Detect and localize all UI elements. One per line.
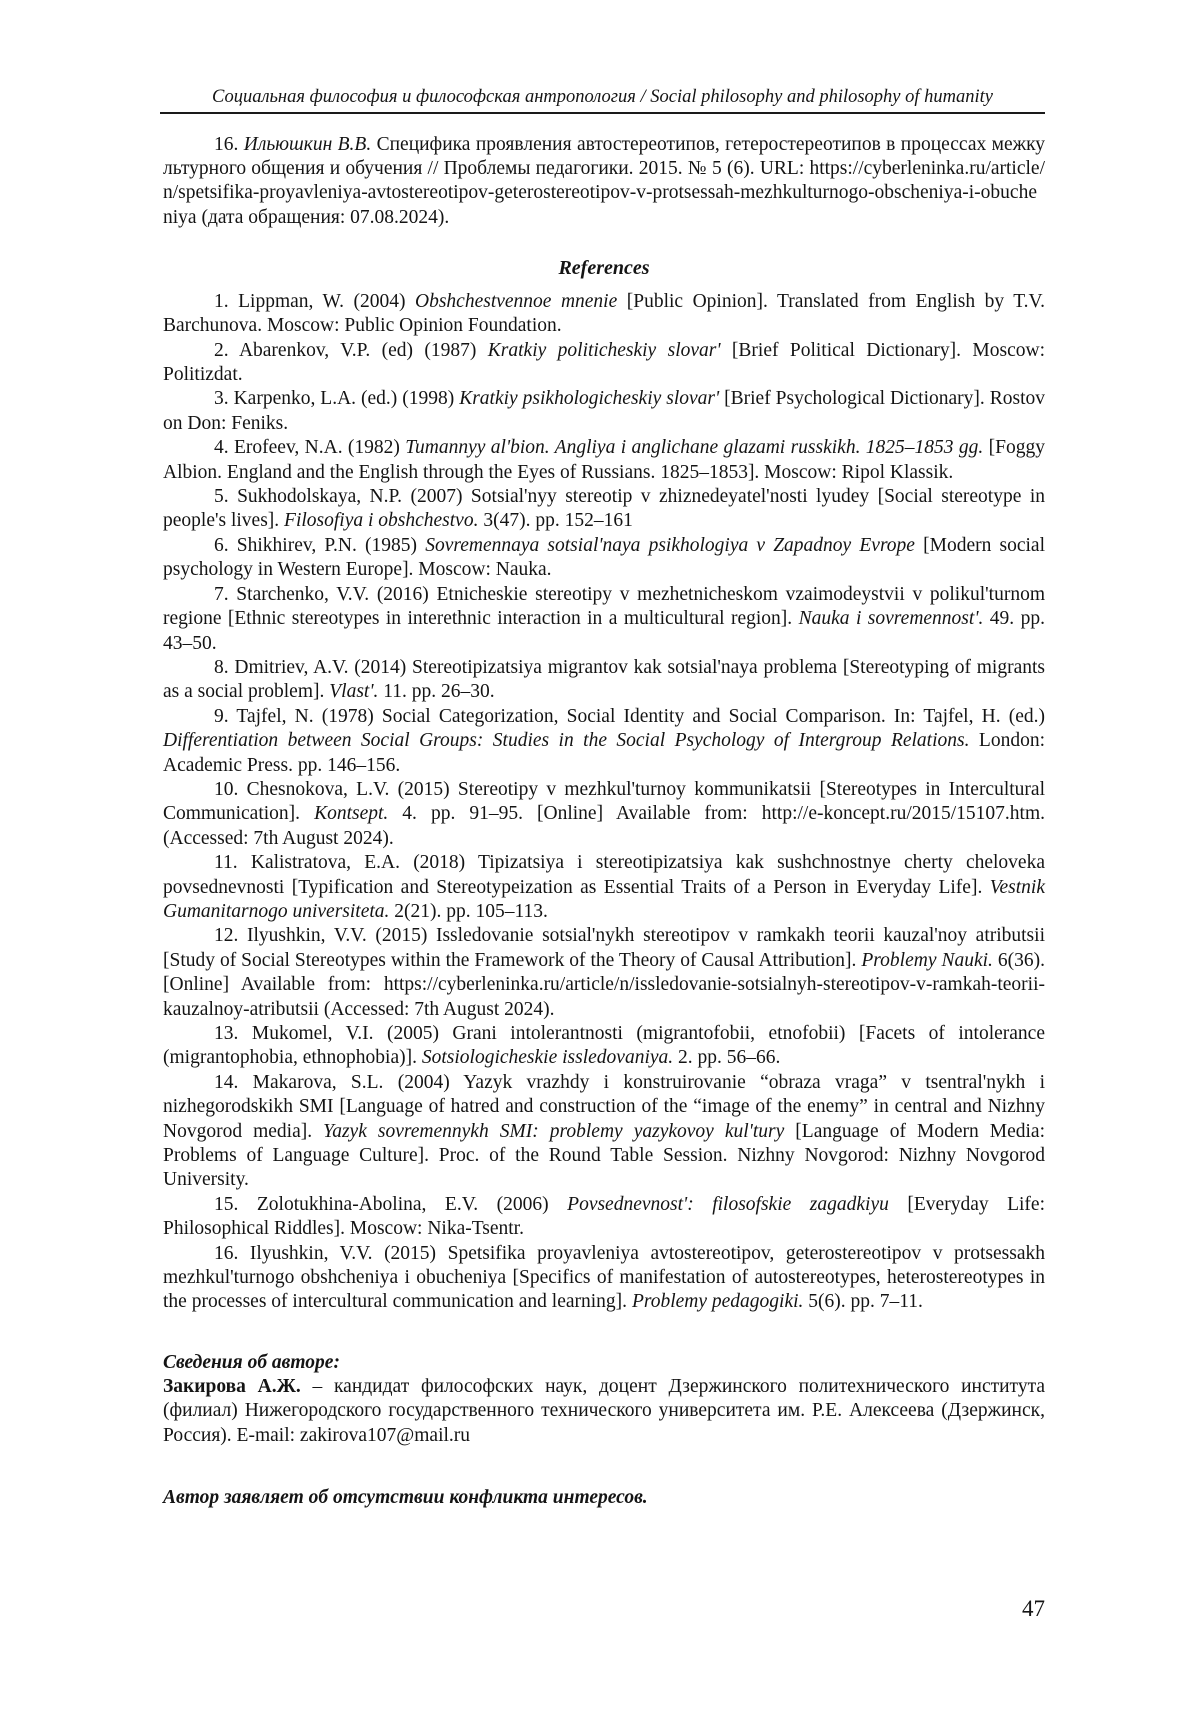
reference-details: 49. pp. 43–50. bbox=[163, 608, 1045, 654]
reference-details: 3(47). pp. 152–161 bbox=[478, 510, 633, 532]
reference-details: 5(6). pp. 7–11. bbox=[803, 1291, 923, 1313]
reference-item bbox=[163, 1193, 1045, 1242]
reference-title: Problemy Nauki. bbox=[861, 949, 993, 971]
reference-title: Problemy pedagogiki. bbox=[631, 1291, 804, 1313]
reference-list bbox=[163, 290, 1045, 1315]
top-reference-number: 16. bbox=[214, 134, 239, 155]
reference-details: [Foggy Albion. England and the English through the Eyes of Russians. 1825–1853]. Moscow: Ripol Klassik. bbox=[163, 437, 1045, 483]
reference-title: Vestnik Gumanitarnogo universiteta. bbox=[163, 876, 1045, 922]
reference-item bbox=[163, 436, 1045, 485]
reference-item bbox=[163, 778, 1045, 851]
references-heading: References bbox=[558, 256, 650, 279]
reference-text: 4. Erofeev, N.A. (1982) bbox=[214, 437, 406, 459]
reference-details: 6(36). [Online] Available from: https://cyberleninka.ru/article/n/issledovanie-sotsialnyh-stereotipov-v-ramkah-teorii-kauzalnoy-atributsii (Accessed: 7th August 2024). bbox=[163, 949, 1045, 1020]
reference-details: 2(21). pp. 105–113. bbox=[389, 900, 548, 922]
reference-text: 12. Ilyushkin, V.V. (2015) Issledovanie sotsial'nykh stereotipov v ramkakh teorii kauzal'noy atributsii [Study of Social Stereotypes within the Framework of the Theory of Causal Attribution]. bbox=[163, 925, 1045, 971]
reference-text: 3. Karpenko, L.A. (ed.) (1998) bbox=[214, 388, 460, 410]
author-affiliation: – кандидат философских наук, доцент Дзержинского политехнического института (филиал) Нижегородского государственного технического университета им. Р.Е. Алексеева (Дзержинск, Россия). E-mail: zakirova107@mail.ru bbox=[163, 1376, 1045, 1446]
reference-title: Yazyk sovremennykh SMI: problemy yazykovoy kul'tury bbox=[323, 1120, 785, 1142]
reference-text: 13. Mukomel, V.I. (2005) Grani intolerantnosti (migrantofobii, etnofobii) [Facets of intolerance (migrantophobia, ethnophobia)]. bbox=[163, 1023, 1045, 1069]
reference-item bbox=[163, 1242, 1045, 1315]
reference-text: 8. Dmitriev, A.V. (2014) Stereotipizatsiya migrantov kak sotsial'naya problema [Stereotyping of migrants as a social problem]. bbox=[163, 656, 1045, 703]
reference-item bbox=[163, 583, 1045, 656]
reference-details: [Modern social psychology in Western Europe]. Moscow: Nauka. bbox=[163, 534, 1045, 581]
reference-title: Differentiation between Social Groups: Studies in the Social Psychology of Intergroup Relations. bbox=[163, 730, 970, 752]
reference-item bbox=[163, 656, 1045, 705]
reference-title: Obshchestvennoe mnenie bbox=[415, 290, 618, 312]
reference-details: [Brief Psychological Dictionary]. Rostov on Don: Feniks. bbox=[163, 388, 1046, 434]
reference-details: 2. pp. 56–66. bbox=[673, 1047, 781, 1069]
reference-details: [Brief Political Dictionary]. Moscow: Politizdat. bbox=[163, 339, 1045, 386]
top-reference bbox=[163, 133, 1045, 230]
reference-title: Nauka i sovremennost'. bbox=[798, 608, 984, 630]
header-rule bbox=[160, 112, 1045, 114]
reference-item bbox=[163, 534, 1045, 583]
reference-text: 7. Starchenko, V.V. (2016) Etnicheskie stereotipy v mezhetnicheskom vzaimodeystvii v polikul'turnom regione [Ethnic stereotypes in interethnic interaction in a multicultural region]. bbox=[163, 583, 1045, 630]
top-reference-text: Специфика проявления автостереотипов, гетеростереотипов в процессах межкультурного общения и обучения // Проблемы педагогики. 2015. № 5 (6). URL: https://cyberleninka.ru/article/n/spetsifika-proyavleniya-avtostereotipov-geterostereotipov-v-protsessah-mezhkulturnogo-obscheniya-i-obucheniya (дата обращения: 07.08.2024). bbox=[163, 134, 1046, 228]
reference-title: Kratkiy politicheskiy slovar' bbox=[487, 339, 721, 361]
reference-text: 6. Shikhirev, P.N. (1985) bbox=[214, 534, 426, 556]
reference-text: 1. Lippman, W. (2004) bbox=[214, 290, 415, 312]
reference-title: Tumannyy al'bion. Angliya i anglichane glazami russkikh. 1825–1853 gg. bbox=[405, 437, 984, 459]
reference-title: Kontsept. bbox=[314, 803, 389, 825]
reference-details: 4. pp. 91–95. [Online] Available from: http://e-koncept.ru/2015/15107.htm. (Accessed: 7th August 2024). bbox=[163, 803, 1045, 849]
reference-title: Sotsiologicheskie issledovaniya. bbox=[421, 1047, 674, 1069]
reference-text: 2. Abarenkov, V.P. (ed) (1987) bbox=[214, 339, 488, 361]
reference-text: 5. Sukhodolskaya, N.P. (2007) Sotsial'nyy stereotip v zhiznedeyatel'nosti lyudey [Social stereotype in people's lives]. bbox=[163, 486, 1045, 532]
reference-text: 10. Chesnokova, L.V. (2015) Stereotipy v mezhkul'turnoy kommunikatsii [Stereotypes in Intercultural Communication]. bbox=[163, 778, 1045, 825]
reference-item bbox=[163, 705, 1045, 778]
reference-item bbox=[163, 485, 1045, 534]
reference-details: 11. pp. 26–30. bbox=[378, 681, 495, 703]
page-number: 47 bbox=[1022, 1596, 1045, 1621]
reference-details: [Public Opinion]. Translated from English by T.V. Barchunova. Moscow: Public Opinion Foundation. bbox=[163, 290, 1046, 337]
reference-text: 11. Kalistratova, E.A. (2018) Tipizatsiya i stereotipizatsiya kak sushchnostnye cherty cheloveka povsednevnosti [Typification and Stereotypeization as Essential Traits of a Person in Everyday Life]. bbox=[163, 852, 1045, 898]
reference-details: [Language of Modern Media: Problems of Language Culture]. Proc. of the Round Table Session. Nizhny Novgorod: Nizhny Novgorod University. bbox=[163, 1120, 1045, 1191]
reference-item bbox=[163, 924, 1045, 1022]
reference-item bbox=[163, 387, 1045, 436]
top-reference-author: Ильюшкин В.В. bbox=[243, 134, 372, 155]
reference-title: Povsednevnost': filosofskie zagadkiyu bbox=[567, 1193, 889, 1215]
reference-title: Filosofiya i obshchestvo. bbox=[284, 510, 479, 532]
reference-text: 14. Makarova, S.L. (2004) Yazyk vrazhdy i konstruirovanie “obraza vraga” v tsentral'nykh i nizhegorodskikh SMI [Language of hatred and construction of the “image of the enemy” in central and Nizhny Novgorod media]. bbox=[163, 1071, 1045, 1142]
conflict-of-interest-statement: Автор заявляет об отсутствии конфликта интересов. bbox=[163, 1487, 648, 1509]
running-header: Социальная философия и философская антропология / Social philosophy and philosophy of humanity bbox=[211, 87, 994, 107]
author-info-text bbox=[163, 1375, 1045, 1448]
reference-text: 16. Ilyushkin, V.V. (2015) Spetsifika proyavleniya avtostereotipov, geterostereotipov v protsessakh mezhkul'turnogo obshcheniya i obucheniya [Specifics of manifestation of autostereotypes, heterostereotypes in the processes of intercultural communication and learning]. bbox=[163, 1242, 1045, 1313]
reference-text: 15. Zolotukhina-Abolina, E.V. (2006) bbox=[214, 1193, 568, 1215]
reference-item bbox=[163, 1071, 1045, 1193]
page-body bbox=[163, 133, 1045, 1511]
reference-details: [Everyday Life: Philosophical Riddles]. Moscow: Nika-Tsentr. bbox=[163, 1193, 1046, 1240]
reference-title: Kratkiy psikhologicheskiy slovar' bbox=[459, 388, 720, 410]
reference-item bbox=[163, 339, 1045, 388]
reference-item bbox=[163, 1022, 1045, 1071]
reference-text: 9. Tajfel, N. (1978) Social Categorization, Social Identity and Social Comparison. In: Tajfel, H. (ed.) bbox=[214, 705, 1045, 727]
author-name: Закирова А.Ж. bbox=[163, 1376, 301, 1398]
reference-details: London: Academic Press. pp. 146–156. bbox=[163, 730, 1045, 776]
reference-item bbox=[163, 290, 1045, 339]
author-info-heading: Сведения об авторе: bbox=[163, 1351, 340, 1373]
reference-item bbox=[163, 851, 1045, 924]
reference-title: Sovremennaya sotsial'naya psikhologiya v Zapadnoy Evrope bbox=[425, 534, 915, 556]
reference-title: Vlast'. bbox=[329, 681, 379, 703]
